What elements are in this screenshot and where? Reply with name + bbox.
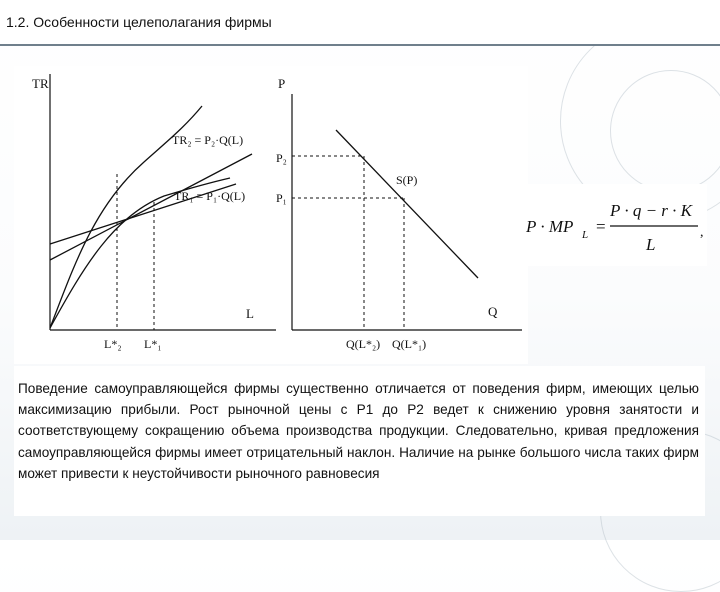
cost-line-upper — [50, 154, 252, 260]
diagram-panel — [14, 66, 528, 364]
text-panel — [14, 366, 705, 516]
p2-tick-label: P₂ — [276, 151, 287, 165]
right-y-axis-label: P — [278, 76, 286, 91]
tr1-label: TR₁ = P₁·Q(L) — [174, 189, 246, 203]
left-y-axis-label: TR — [32, 76, 49, 91]
l2-tick-label: L*₂ — [104, 337, 122, 351]
formula-denominator: L — [646, 235, 656, 254]
tr2-label: TR₂ = P₂·Q(L) — [172, 133, 244, 147]
formula-lhs: P · MP — [526, 217, 574, 236]
economics-diagram — [14, 66, 528, 364]
formula-equals: = — [596, 217, 606, 236]
p1-tick-label: P₁ — [276, 191, 287, 205]
supply-curve — [336, 130, 478, 278]
right-x-axis-label: Q — [488, 304, 498, 319]
background-decoration — [610, 70, 720, 192]
explanation-paragraph: Поведение самоуправляющейся фирмы существенно отличается от поведения фирм, имеющих целью максимизацию прибыли. Рост рыночной цены с Р1 до Р2 ведет к снижению уровня занятости и соответствующему сокращению объема производства продукции. Следовательно, кривая предложения самоуправляющейся фирмы имеет отрицательный наклон. Наличие на рынке большого числа таких фирм может привести к неустойчивости рыночного равновесия — [18, 381, 699, 481]
supply-curve-label: S(P) — [396, 173, 418, 187]
l1-tick-label: L*₁ — [144, 337, 162, 351]
left-x-axis-label: L — [246, 306, 254, 321]
formula-numerator: P · q − r · K — [610, 201, 693, 220]
title-bar — [0, 0, 720, 46]
q1-tick-label: Q(L*₁) — [392, 337, 427, 351]
formula-lhs-subscript: L — [582, 229, 589, 241]
slide-title: 1.2. Особенности целеполагания фирмы — [6, 14, 272, 30]
formula-panel — [522, 184, 707, 266]
mp-formula — [522, 184, 707, 266]
formula-trailing-comma: , — [700, 225, 704, 240]
q2-tick-label: Q(L*₂) — [346, 337, 381, 351]
